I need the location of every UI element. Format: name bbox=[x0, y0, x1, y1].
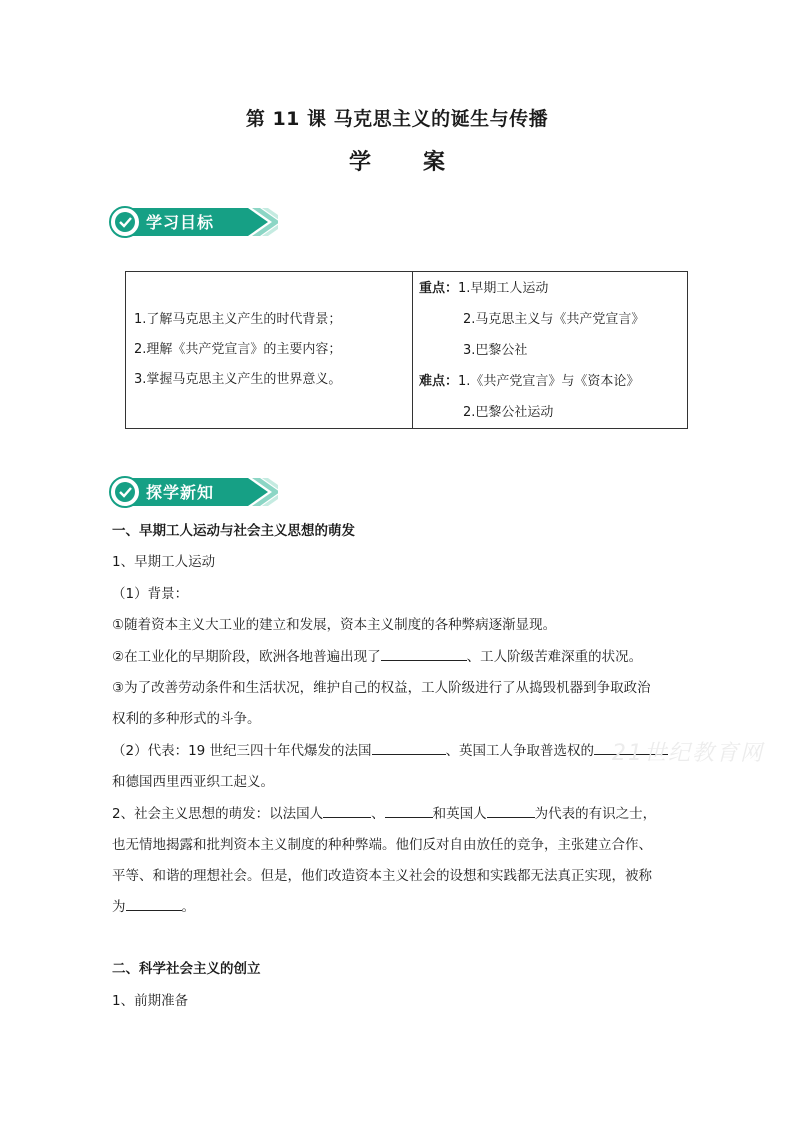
text: 、英国工人争取普选权的 bbox=[445, 743, 595, 759]
watermark: 21世纪教育网 bbox=[612, 741, 764, 766]
goals-banner bbox=[108, 204, 278, 240]
objective-item: 1.了解马克思主义产生的时代背景； bbox=[134, 312, 342, 327]
key-points-cell bbox=[413, 272, 688, 429]
goals-table bbox=[125, 271, 688, 429]
text: （2）代表：19 世纪三四十年代爆发的法国 bbox=[112, 743, 372, 759]
text: 和英国人 bbox=[432, 806, 487, 822]
section1-heading: 一、早期工人运动与社会主义思想的萌发 bbox=[112, 523, 355, 539]
fill-blank[interactable] bbox=[323, 803, 371, 818]
difficult-label: 难点： bbox=[419, 373, 459, 389]
page-subtitle bbox=[0, 145, 794, 176]
fill-blank[interactable] bbox=[487, 803, 535, 818]
paragraph: 权利的多种形式的斗争。 bbox=[112, 711, 261, 727]
fill-blank[interactable] bbox=[372, 740, 446, 755]
background-label: （1）背景： bbox=[112, 586, 189, 602]
objective-item: 3.掌握马克思主义产生的世界意义。 bbox=[134, 372, 342, 387]
explore-banner bbox=[108, 474, 278, 510]
difficult-item: 2.巴黎公社运动 bbox=[463, 404, 554, 420]
subtitle-char: 学 bbox=[348, 150, 371, 175]
paragraph: ③为了改善劳动条件和生活状况，维护自己的权益，工人阶级进行了从捣毁机器到争取政治 bbox=[112, 680, 651, 696]
difficult-item: 1.《共产党宣言》与《资本论》 bbox=[458, 373, 640, 389]
text: 、 bbox=[371, 806, 385, 822]
text: 为代表的有识之士， bbox=[534, 806, 657, 822]
paragraph: 平等、和谐的理想社会。但是，他们改造资本主义社会的设想和实践都无法真正实现，被称 bbox=[112, 868, 652, 884]
objective-item: 2.理解《共产党宣言》的主要内容； bbox=[134, 342, 342, 357]
key-item: 2.马克思主义与《共产党宣言》 bbox=[463, 311, 645, 327]
paragraph-with-blank bbox=[112, 895, 195, 915]
paragraph: ①随着资本主义大工业的建立和发展，资本主义制度的各种弊病逐渐显现。 bbox=[112, 617, 557, 633]
key-item: 1.早期工人运动 bbox=[458, 280, 549, 296]
fill-blank[interactable] bbox=[126, 896, 182, 911]
difficult-row bbox=[419, 366, 687, 397]
key-label: 重点： bbox=[419, 280, 459, 296]
socialism-line bbox=[112, 802, 656, 822]
text: 、工人阶级苦难深重的状况。 bbox=[466, 649, 643, 665]
page-title: 第 11 课 马克思主义的诞生与传播 bbox=[245, 108, 549, 130]
text: 。 bbox=[181, 899, 195, 915]
objectives-cell bbox=[126, 272, 413, 429]
section2-heading: 二、科学社会主义的创立 bbox=[112, 961, 261, 977]
goals-banner-label: 学习目标 bbox=[146, 213, 215, 232]
fill-blank[interactable] bbox=[381, 646, 467, 661]
section2-sub1: 1、前期准备 bbox=[112, 993, 189, 1009]
key-item: 3.巴黎公社 bbox=[463, 342, 528, 358]
fill-blank[interactable] bbox=[385, 803, 433, 818]
text: 为 bbox=[112, 899, 126, 915]
text: 2、社会主义思想的萌发：以法国人 bbox=[112, 806, 324, 822]
section1-sub1: 1、早期工人运动 bbox=[112, 554, 216, 570]
paragraph: 和德国西里西亚织工起义。 bbox=[112, 774, 274, 790]
subtitle-char: 案 bbox=[423, 150, 446, 175]
explore-banner-label: 探学新知 bbox=[146, 483, 215, 502]
paragraph: 也无情地揭露和批判资本主义制度的种种弊端。他们反对自由放任的竞争，主张建立合作、 bbox=[112, 837, 652, 853]
representatives-line bbox=[112, 739, 668, 759]
key-row bbox=[419, 273, 687, 304]
paragraph-with-blank bbox=[112, 645, 642, 665]
text: ②在工业化的早期阶段，欧洲各地普遍出现了 bbox=[112, 649, 381, 665]
